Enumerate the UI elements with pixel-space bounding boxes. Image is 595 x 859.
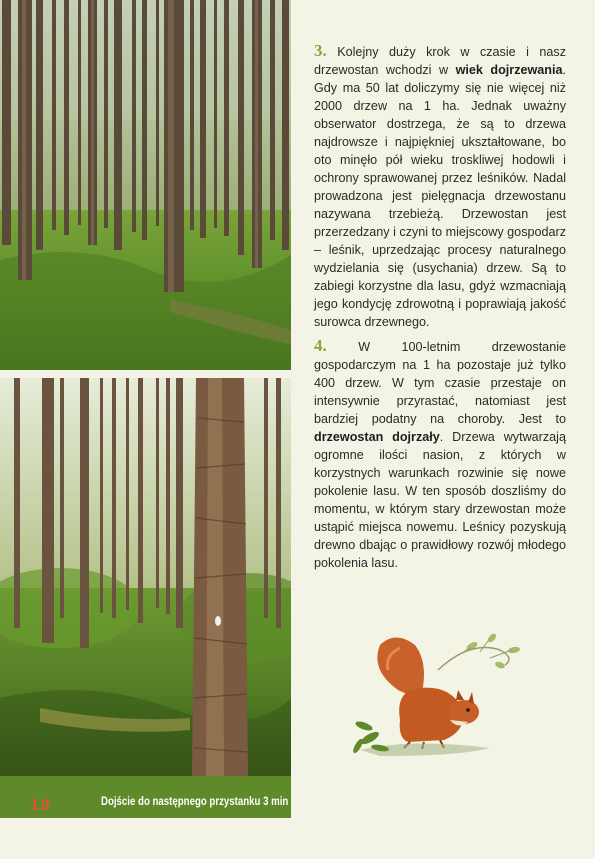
paragraph-3-text-after: . Gdy ma 50 lat doliczymy się nie więcej niż 2000 drzew na 1 ha. Jednak uważny obserwator dostrzega, że są to drzewa najdrowsze i najpiękniej ukształtowane, bo oto minęło pół wieku troskliwej hodowli i ochrony sprawowanej przez leśników. Nadal prowadzona jest pielęgnacja drzewostanu nazywana trzebieżą. Drzewostan jest przerzedzany i czyni to miejscowy gospodarz – leśnik, uprzedzając procesy naturalnego wydzielania się (usychania) drzew. Są to zabiegi korzystne dla lasu, gdyż wzmacniają jego kondycję zdrowotną i poprawiają jakość surowca drzewnego.	[314, 63, 567, 329]
paragraph-number-4: 4.	[314, 336, 327, 355]
paragraph-3-bold-term: wiek dojrzewania	[455, 63, 563, 77]
pine-forest-photo-bottom	[0, 378, 291, 776]
paragraph-4-bold-term: drzewostan dojrzały	[314, 430, 440, 444]
paragraph-3-text-before: Kolejny duży krok w czasie i nasz drzewostan wchodzi w	[314, 45, 566, 77]
paragraph-4	[314, 337, 566, 572]
paragraph-number-3: 3.	[314, 41, 327, 60]
squirrel-illustration	[340, 630, 530, 760]
pine-forest-photo-top	[0, 0, 291, 370]
footer-walk-time: Dojście do następnego przystanku 3 min	[101, 796, 289, 808]
paragraph-4-text-after: . Drzewa wytwarzają ogromne ilości nasion, z których w korzystnych warunkach rozwinie się nowe pokolenie lasu. W ten sposób doszliśmy do momentu, w którym stary drzewostan może ustąpić miejsca nowemu. Leśnicy pozyskują drewno dbając o prawidłowy rozwój młodego pokolenia lasu.	[314, 430, 566, 570]
paragraph-4-text-before: W 100-letnim drzewostanie gospodarczym na 1 ha pozostaje już tylko 400 drzew. W tym czasie przestaje on intensywnie przyrastać, natomiast jest bardziej podatny na choroby. Jest to	[314, 340, 566, 426]
paragraph-3	[314, 42, 566, 331]
page-number: 18	[30, 797, 52, 814]
